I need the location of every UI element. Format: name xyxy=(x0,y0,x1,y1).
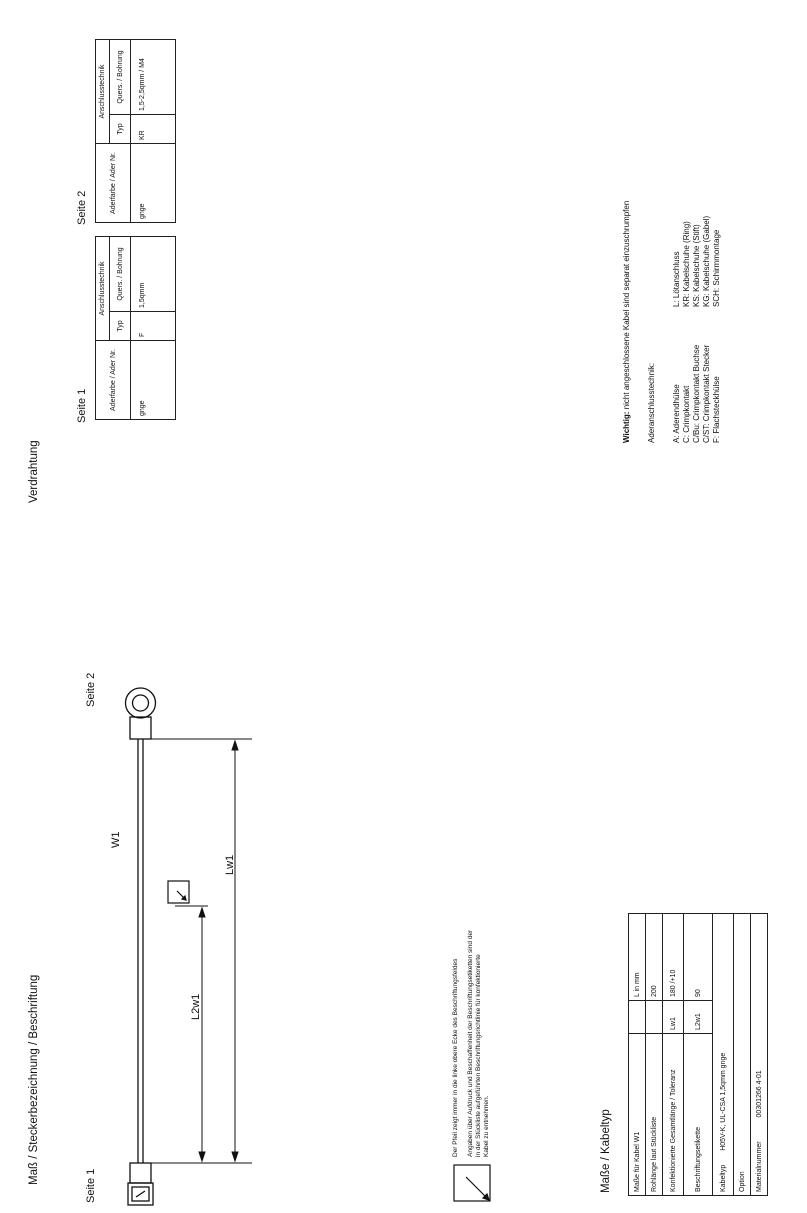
table-row xyxy=(734,914,751,1196)
legend-item: SCH: Schirmmontage xyxy=(712,229,721,307)
label-note-line1: Der Pfeil zeigt immer in die linke obere Ecke des Beschriftungsfeldes xyxy=(452,958,459,1157)
cell-value: 90 xyxy=(684,914,713,1001)
kabeltyp-label: Kabeltyp xyxy=(719,1164,727,1192)
table-row xyxy=(646,914,663,1196)
header-anschluss: Anschlusstechnik xyxy=(96,237,110,341)
wiring-table-side1 xyxy=(95,236,176,420)
legend-col2 xyxy=(672,216,722,307)
cell-label: Beschriftungsetikette xyxy=(684,1034,713,1196)
label-note-line4: Kabel zu entnehmen. xyxy=(483,1095,490,1157)
materialnummer-value: 00301266 4-01 xyxy=(755,1070,763,1118)
important-note xyxy=(622,201,632,443)
cell-quers: 1,5qmm xyxy=(131,237,176,312)
cell-aderfarbe: gnge xyxy=(131,144,176,223)
wiring-title: Verdrahtung xyxy=(28,440,40,503)
label-marker-icon xyxy=(168,881,189,903)
side2-label: Seite 2 xyxy=(85,672,97,707)
cell-typ: KR xyxy=(131,115,176,144)
table-row xyxy=(713,914,734,1196)
legend-item: KS: Kabelschuhe (Stift) xyxy=(692,224,701,307)
table-row xyxy=(629,914,646,1196)
legend-item: C/ST: Crimpkontakt Stecker xyxy=(702,344,711,443)
header-aderfarbe: Aderfarbe / Ader Nr. xyxy=(96,341,131,420)
legend-item: F: Flachsteckhülse xyxy=(712,376,721,443)
table-row xyxy=(96,40,110,223)
legend-item: KR: Kabelschuhe (Ring) xyxy=(682,221,691,307)
cell-label: Rohlänge laut Stückliste xyxy=(646,1034,663,1196)
important-label: Wichtig: xyxy=(622,411,631,443)
flat-connector-icon xyxy=(128,1163,153,1205)
legend-col1 xyxy=(672,345,722,443)
header-typ: Typ xyxy=(110,115,131,144)
cell-quers: 1,5-2,5qmm / M4 xyxy=(131,40,176,115)
wire-label: W1 xyxy=(110,831,122,848)
dimension-lines xyxy=(150,739,252,1163)
cell-code: Lw1 xyxy=(663,1001,684,1034)
header-aderfarbe: Aderfarbe / Ader Nr. xyxy=(96,144,131,223)
measurements-title: Maße / Kabeltyp xyxy=(600,1109,612,1193)
legend-item: C: Crimpkontakt xyxy=(682,385,691,443)
header-quers: Quers. / Bohrung xyxy=(110,237,131,312)
legend-title: Aderanschlusstechnik: xyxy=(647,362,656,443)
materialnummer-label: Materialnummer xyxy=(755,1141,763,1192)
cell-value: 200 xyxy=(646,914,663,1001)
header-label: Maße für Kabel W1 xyxy=(629,1034,646,1196)
table-row xyxy=(663,914,684,1196)
cell-typ: F xyxy=(131,312,176,341)
cell-code xyxy=(646,1001,663,1034)
option-row xyxy=(734,914,751,1196)
l2w1-label: L2w1 xyxy=(190,993,202,1020)
header-anschluss: Anschlusstechnik xyxy=(96,40,110,144)
side1-table-title: Seite 1 xyxy=(76,388,88,423)
legend-item: C/Bu: Crimpkontakt Buchse xyxy=(692,344,701,443)
legend-item: A: Aderendhülse xyxy=(672,384,681,443)
side1-label: Seite 1 xyxy=(85,1168,97,1203)
cell-code: L2w1 xyxy=(684,1001,713,1034)
header-code xyxy=(629,1001,646,1034)
header-quers: Quers. / Bohrung xyxy=(110,40,131,115)
label-note-line2: Angaben über Aufdruck und Beschaffenheit der Beschriftungsetiketten sind der xyxy=(467,929,474,1157)
cell-aderfarbe: gnge xyxy=(131,341,176,420)
table-row xyxy=(751,914,768,1196)
table-row xyxy=(131,237,176,420)
table-row xyxy=(684,914,713,1196)
side2-table-title: Seite 2 xyxy=(76,190,88,225)
note-arrow-icon xyxy=(454,1165,490,1201)
material-row xyxy=(751,914,768,1196)
table-row xyxy=(131,40,176,223)
dimensioning-title: Maß / Steckerbezeichnung / Beschriftung xyxy=(28,974,40,1185)
option-label: Option xyxy=(738,1171,746,1192)
legend-item: L: Lötanschluss xyxy=(672,251,681,307)
kabeltyp-value: H05V-K, UL-CSA 1,5qmm gnge xyxy=(719,1052,727,1151)
legend-item: KG: Kabelschuhe (Gabel) xyxy=(702,215,711,307)
header-typ: Typ xyxy=(110,312,131,341)
header-unit: L in mm xyxy=(629,914,646,1001)
important-text: nicht angeschlossene Kabel sind separat einzuschrumpfen xyxy=(622,200,631,412)
label-note-line3: in der Stückliste aufgeführten Beschriftungsrichtlinie für konfektionierte xyxy=(475,954,482,1157)
ring-terminal-icon xyxy=(126,688,156,739)
cell-label: Konfektionierte Gesamtlänge / Toleranz xyxy=(663,1034,684,1196)
cable-wire xyxy=(138,739,143,1163)
lw1-label: Lw1 xyxy=(224,854,236,875)
cell-value: 180 /+10 xyxy=(663,914,684,1001)
kabeltyp-row xyxy=(713,914,734,1196)
measurements-table xyxy=(628,913,768,1196)
table-row xyxy=(96,237,110,420)
wiring-table-side2 xyxy=(95,39,176,223)
